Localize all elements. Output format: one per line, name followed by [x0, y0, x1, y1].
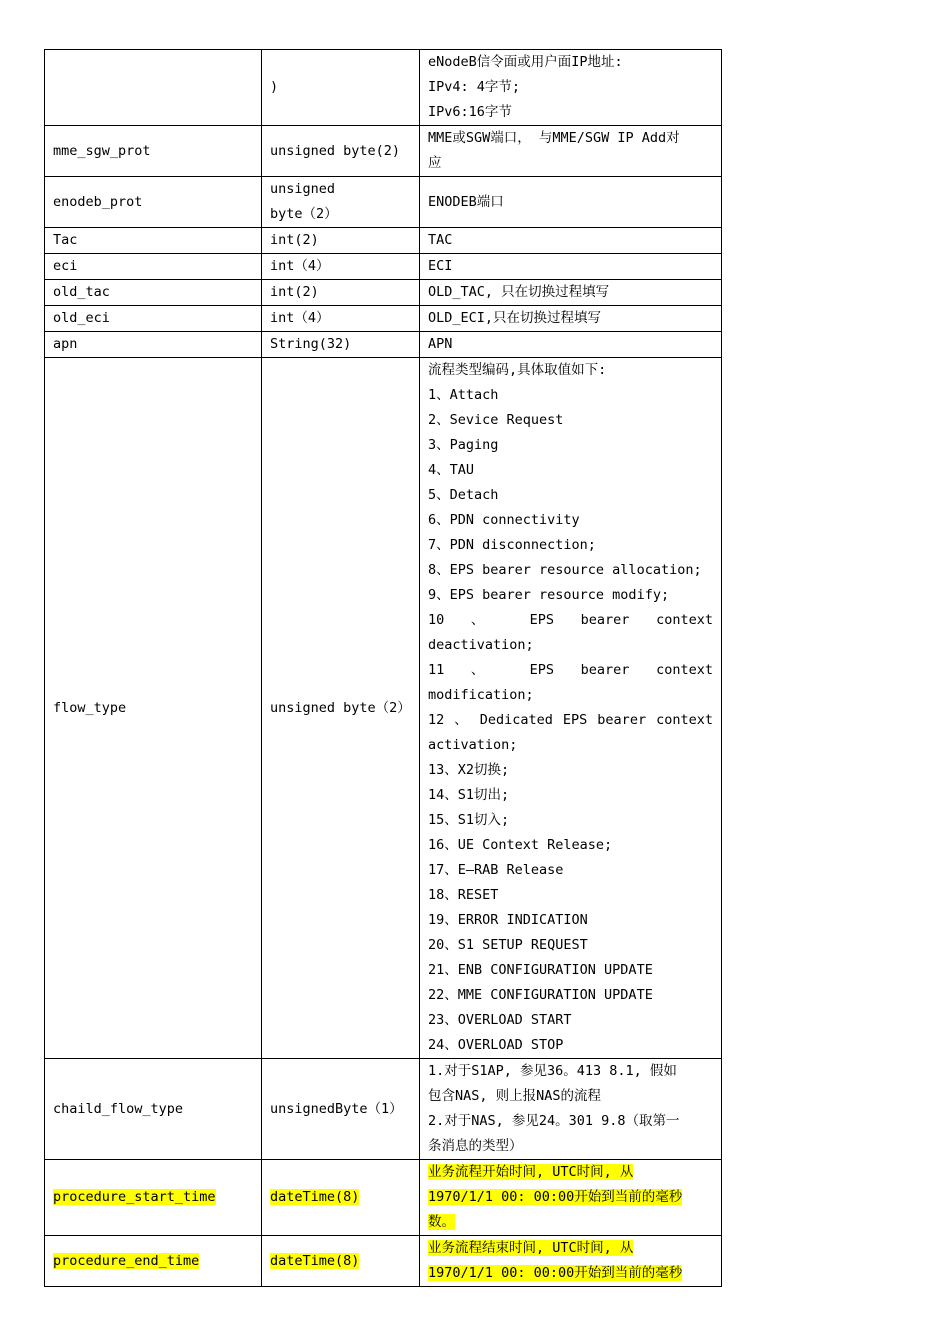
desc-line: 23、OVERLOAD START	[428, 1012, 572, 1028]
desc-line: deactivation;	[428, 637, 534, 653]
field-desc-cell	[420, 1160, 722, 1236]
field-type-cell: unsigned byte（2）	[262, 358, 420, 1059]
desc-line: 1.对于S1AP, 参见36。413 8.1, 假如	[428, 1063, 677, 1079]
desc-line: 8、EPS bearer resource allocation;	[428, 562, 702, 578]
field-desc-cell	[420, 228, 722, 254]
desc-line: IPv4: 4字节;	[428, 79, 521, 95]
desc-line: 2.对于NAS, 参见24。301 9.8（取第一	[428, 1113, 680, 1129]
type-line: byte（2）	[270, 206, 338, 222]
field-type-cell: )	[262, 50, 420, 126]
field-name-cell: Tac	[45, 228, 262, 254]
desc-line	[428, 1210, 713, 1235]
desc-line: 3、Paging	[428, 437, 499, 453]
field-type-cell: int（4）	[262, 254, 420, 280]
field-name-cell: flow_type	[45, 358, 262, 1059]
highlighted-desc-text: 业务流程结束时间, UTC时间, 从	[428, 1240, 634, 1256]
field-desc-cell	[420, 1236, 722, 1287]
field-desc-cell	[420, 280, 722, 306]
desc-line: 11 、 EPS bearer context	[428, 662, 713, 678]
field-name-cell: enodeb_prot	[45, 177, 262, 228]
desc-line: 10 、 EPS bearer context	[428, 612, 713, 628]
highlighted-desc-text: 1970/1/1 00: 00:00开始到当前的毫秒	[428, 1189, 683, 1205]
desc-line	[428, 1261, 713, 1286]
highlighted-field-name: procedure_end_time	[53, 1252, 200, 1269]
desc-line: 条消息的类型）	[428, 1138, 523, 1154]
desc-line: 18、RESET	[428, 887, 499, 903]
desc-line: 1、Attach	[428, 387, 499, 403]
field-name-cell: mme_sgw_prot	[45, 126, 262, 177]
field-spec-table-body	[45, 50, 722, 1287]
highlighted-field-type: dateTime(8)	[270, 1189, 360, 1205]
field-type-cell: int(2)	[262, 228, 420, 254]
table-row	[45, 1059, 722, 1160]
field-type-cell	[262, 177, 420, 228]
desc-line: activation;	[428, 737, 518, 753]
desc-line: 流程类型编码,具体取值如下:	[428, 362, 607, 378]
desc-line: 6、PDN connectivity	[428, 512, 580, 528]
desc-line: 9、EPS bearer resource modify;	[428, 587, 670, 603]
field-name-cell: eci	[45, 254, 262, 280]
highlighted-desc-text: 1970/1/1 00: 00:00开始到当前的毫秒	[428, 1265, 683, 1281]
table-row	[45, 306, 722, 332]
field-type-cell: String(32)	[262, 332, 420, 358]
table-row	[45, 50, 722, 126]
table-row	[45, 228, 722, 254]
table-row	[45, 280, 722, 306]
field-type-cell: unsigned byte(2)	[262, 126, 420, 177]
desc-line: 20、S1 SETUP REQUEST	[428, 937, 588, 953]
field-desc-cell	[420, 332, 722, 358]
table-row	[45, 1160, 722, 1236]
field-desc-cell	[420, 1059, 722, 1160]
highlighted-desc-text: 业务流程开始时间, UTC时间, 从	[428, 1164, 634, 1180]
desc-line: modification;	[428, 687, 534, 703]
field-name-cell	[45, 1236, 262, 1287]
desc-line: 7、PDN disconnection;	[428, 537, 596, 553]
desc-line: 应	[428, 155, 442, 171]
highlighted-desc-text: 数。	[428, 1214, 455, 1230]
desc-line: 22、MME CONFIGURATION UPDATE	[428, 987, 653, 1003]
field-desc-cell	[420, 306, 722, 332]
field-type-cell: int(2)	[262, 280, 420, 306]
desc-line: 21、ENB CONFIGURATION UPDATE	[428, 962, 653, 978]
table-row	[45, 177, 722, 228]
field-name-cell: chaild_flow_type	[45, 1059, 262, 1160]
desc-line: 2、Sevice Request	[428, 412, 564, 428]
desc-line: OLD_ECI,只在切换过程填写	[428, 310, 602, 326]
field-spec-table	[44, 49, 722, 1287]
desc-line: TAC	[428, 232, 453, 248]
field-name-cell	[45, 50, 262, 126]
highlighted-field-name: procedure_start_time	[53, 1189, 216, 1205]
desc-line: 13、X2切换;	[428, 762, 510, 778]
highlighted-field-type: dateTime(8)	[270, 1252, 360, 1269]
field-name-cell: old_tac	[45, 280, 262, 306]
desc-line: APN	[428, 336, 453, 352]
table-row	[45, 1236, 722, 1287]
table-row	[45, 358, 722, 1059]
field-name-cell: old_eci	[45, 306, 262, 332]
desc-line: ECI	[428, 258, 453, 274]
desc-line: 19、ERROR INDICATION	[428, 912, 588, 928]
desc-line: MME或SGW端口， 与MME/SGW IP Add对	[428, 130, 680, 146]
field-type-cell	[262, 1160, 420, 1236]
desc-line: eNodeB信令面或用户面IP地址:	[428, 54, 623, 70]
field-type-cell: int（4）	[262, 306, 420, 332]
desc-line: 5、Detach	[428, 487, 499, 503]
table-row	[45, 126, 722, 177]
table-row	[45, 332, 722, 358]
field-type-cell: unsignedByte（1）	[262, 1059, 420, 1160]
desc-line: 包含NAS, 则上报NAS的流程	[428, 1088, 602, 1104]
field-desc-cell	[420, 126, 722, 177]
desc-line: 4、TAU	[428, 462, 475, 478]
desc-line	[428, 1185, 713, 1210]
desc-line: 15、S1切入;	[428, 812, 510, 828]
field-desc-cell	[420, 177, 722, 228]
field-desc-cell	[420, 254, 722, 280]
desc-line	[428, 1160, 713, 1185]
field-name-cell: apn	[45, 332, 262, 358]
desc-line: 16、UE Context Release;	[428, 837, 613, 853]
desc-line	[428, 1236, 713, 1261]
desc-line: 14、S1切出;	[428, 787, 510, 803]
field-name-cell	[45, 1160, 262, 1236]
desc-line: OLD_TAC, 只在切换过程填写	[428, 284, 610, 300]
desc-line: 12 、 Dedicated EPS bearer context	[428, 712, 713, 728]
table-row	[45, 254, 722, 280]
field-type-cell	[262, 1236, 420, 1287]
field-desc-cell	[420, 358, 722, 1059]
field-desc-cell	[420, 50, 722, 126]
desc-line: 17、E—RAB Release	[428, 862, 564, 878]
desc-line: IPv6:16字节	[428, 104, 512, 120]
type-line: unsigned	[270, 181, 336, 197]
desc-line: 24、OVERLOAD STOP	[428, 1037, 564, 1053]
desc-line: ENODEB端口	[428, 193, 504, 210]
